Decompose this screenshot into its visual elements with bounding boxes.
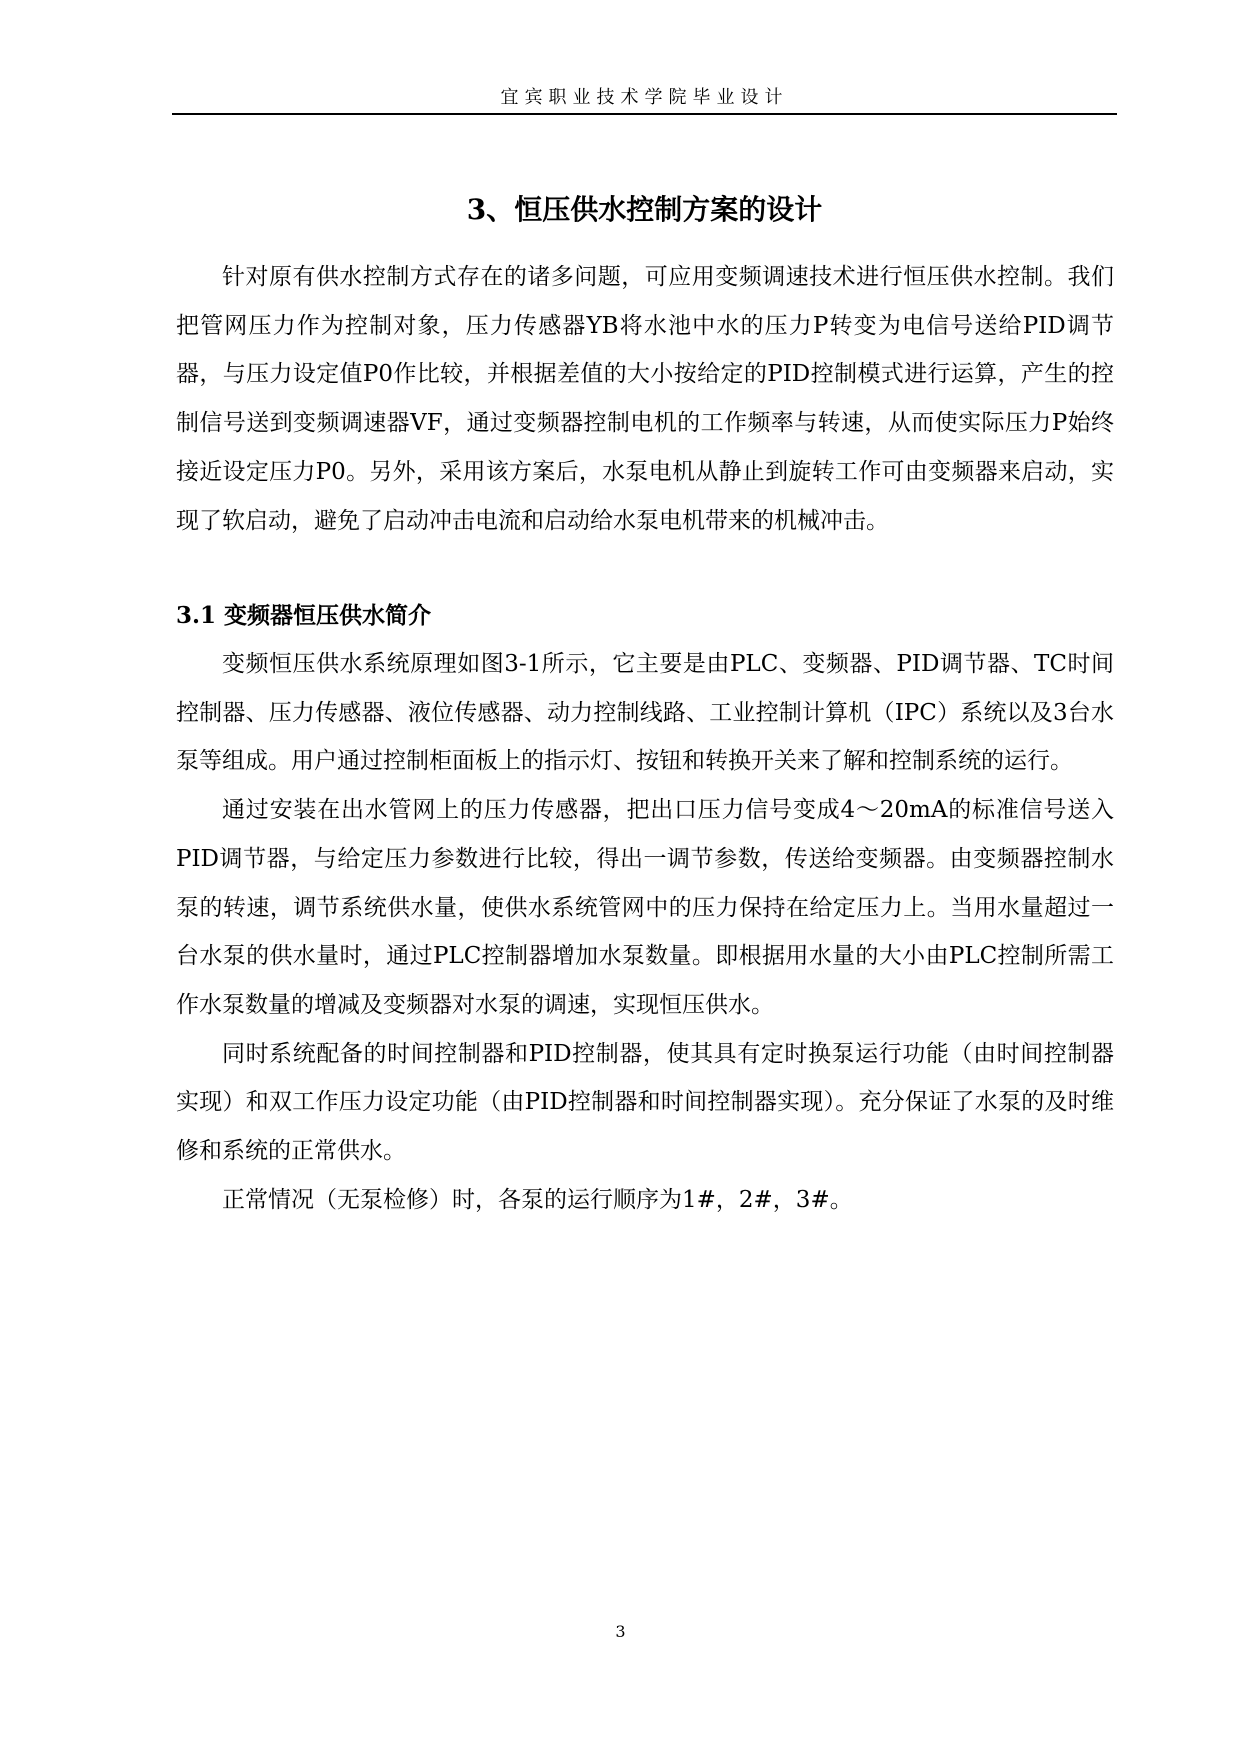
header-divider — [172, 113, 1117, 115]
section-paragraph: 同时系统配备的时间控制器和PID控制器，使其具有定时换泵运行功能（由时间控制器实现）和双工作压力设定功能（由PID控制器和时间控制器实现）。充分保证了水泵的及时维修和系统的正常供水。 — [176, 1040, 1114, 1165]
section-body — [176, 640, 1114, 1224]
chapter-title: 3、恒压供水控制方案的设计 — [466, 193, 823, 226]
section-paragraph: 正常情况（无泵检修）时，各泵的运行顺序为1#，2#，3#。 — [222, 1186, 853, 1213]
page-number: 3 — [615, 1622, 626, 1641]
section-paragraph: 变频恒压供水系统原理如图3-1所示，它主要是由PLC、变频器、PID调节器、TC时间控制器、压力传感器、液位传感器、动力控制线路、工业控制计算机（IPC）系统以及3台水泵等组成。用户通过控制柜面板上的指示灯、按钮和转换开关来了解和控制系统的运行。 — [176, 651, 1114, 775]
page-header: 宜宾职业技术学院毕业设计 — [500, 87, 789, 108]
section-paragraph: 通过安装在出水管网上的压力传感器，把出口压力信号变成4～20mA的标准信号送入PID调节器，与给定压力参数进行比较，得出一调节参数，传送给变频器。由变频器控制水泵的转速，调节系统供水量，使供水系统管网中的压力保持在给定压力上。当用水量超过一台水泵的供水量时，通过PLC控制器增加水泵数量。即根据用水量的大小由PLC控制所需工作水泵数量的增减及变频器对水泵的调速，实现恒压供水。 — [176, 797, 1114, 1018]
section-heading: 3.1 变频器恒压供水简介 — [176, 602, 432, 629]
intro-section — [176, 253, 1114, 545]
intro-paragraph: 针对原有供水控制方式存在的诸多问题，可应用变频调速技术进行恒压供水控制。我们把管网压力作为控制对象，压力传感器YB将水池中水的压力P转变为电信号送给PID调节器，与压力设定值P0作比较，并根据差值的大小按给定的PID控制模式进行运算，产生的控制信号送到变频调速器VF，通过变频器控制电机的工作频率与转速，从而使实际压力P始终接近设定压力P0。另外，采用该方案后，水泵电机从静止到旋转工作可由变频器来启动，实现了软启动，避免了启动冲击电流和启动给水泵电机带来的机械冲击。 — [176, 264, 1115, 534]
